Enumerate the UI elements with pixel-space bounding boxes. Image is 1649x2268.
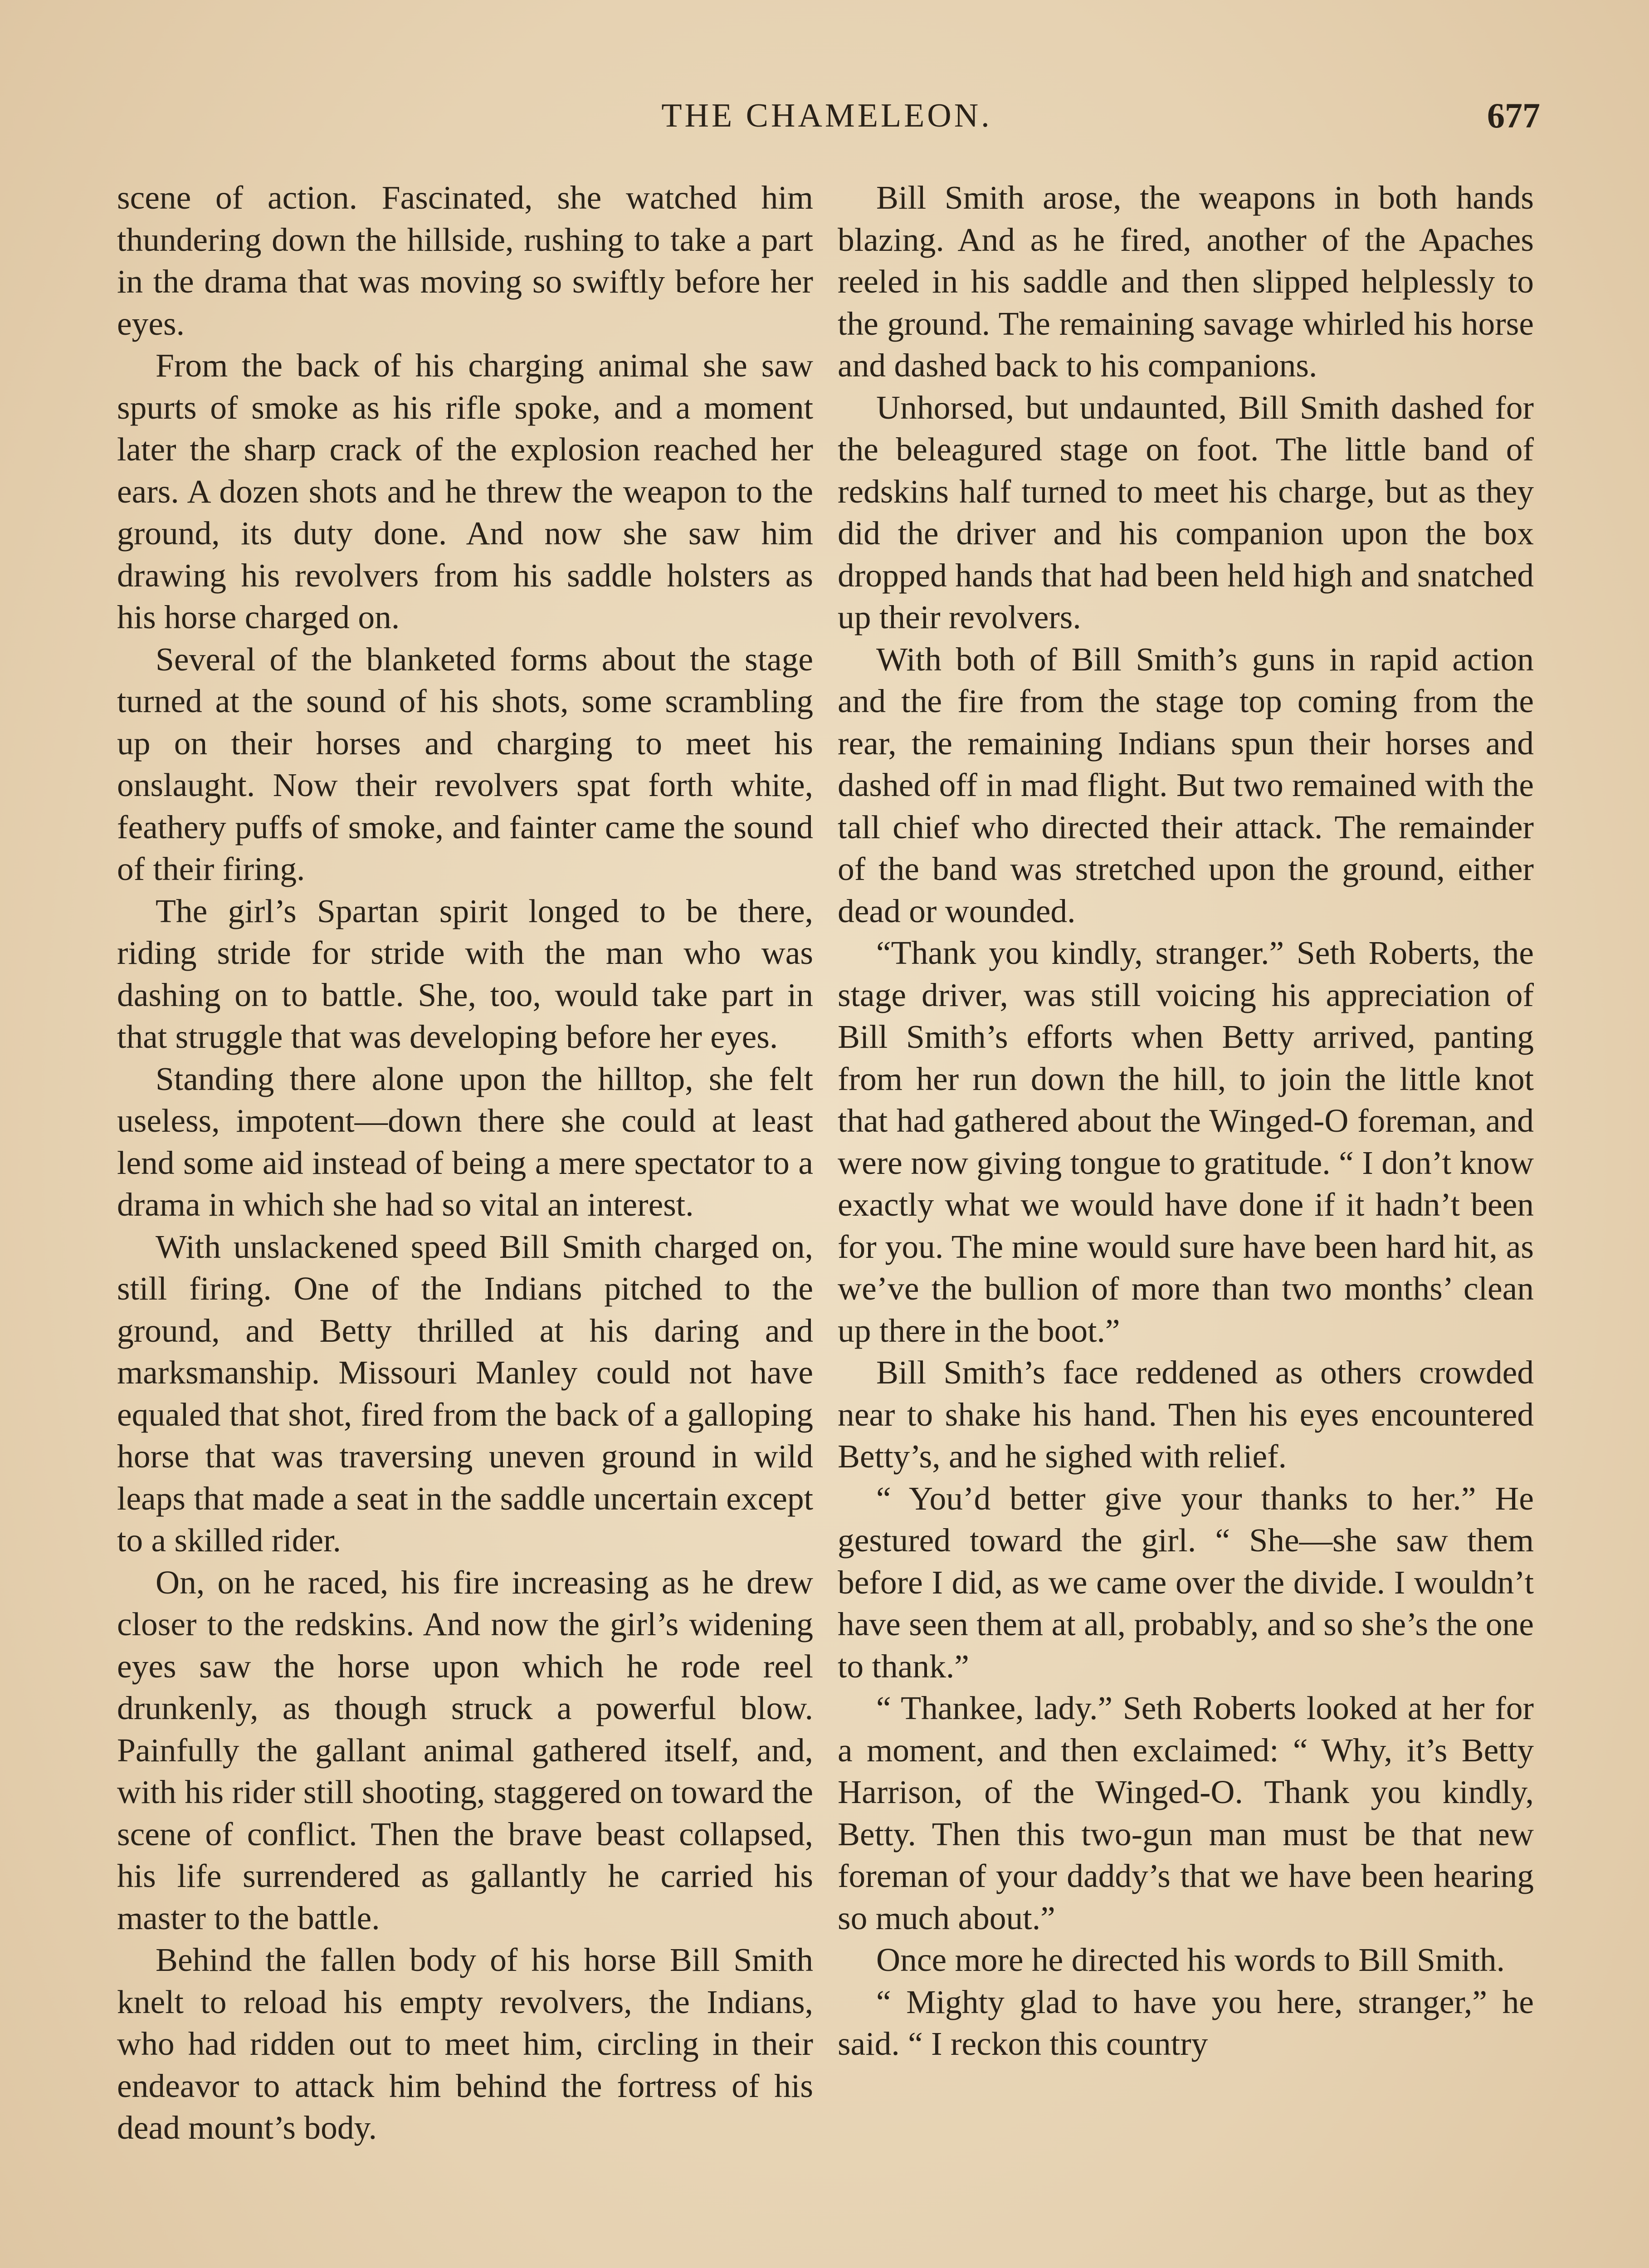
paragraph: “ Thankee, lady.” Seth Roberts looked at her for a moment, and then exclaimed: “ Why, it’s Betty Harrison, of the Winged-O. Thank you kindly, Betty. Then this two-gun man must be that new foreman of your daddy’s that we have been hearing so much about.” xyxy=(838,1690,1534,1936)
paragraph: Once more he directed his words to Bill Smith. xyxy=(876,1941,1505,1978)
paragraph: Several of the blanketed forms about the stage turned at the sound of his shots, some scrambling up on their horses and charging to meet his onslaught. Now their revolvers spat forth white, feathery puffs of smoke, and fainter came the sound of their firing. xyxy=(117,640,813,887)
paragraph: Unhorsed, but undaunted, Bill Smith dashed for the beleagured stage on foot. The little band of redskins half turned to meet his charge, but as they did the driver and his companion upon the box dropped hands that had been held high and snatched up their revolvers. xyxy=(838,389,1534,635)
page-header xyxy=(113,91,1540,141)
paragraph: “ You’d better give your thanks to her.” He gestured toward the girl. “ She—she saw them before I did, as we came over the divide. I wouldn’t have seen them at all, probably, and so she’s the one to thank.” xyxy=(838,1480,1534,1685)
running-title: THE CHAMELEON. xyxy=(661,97,992,134)
paragraph: Behind the fallen body of his horse Bill Smith knelt to reload his empty revolvers, the Indians, who had ridden out to meet him, circling in their endeavor to attack him behind the fortress of his dead mount’s body. xyxy=(117,1941,813,2146)
paragraph: Bill Smith arose, the weapons in both hands blazing. And as he fired, another of the Apaches reeled in his saddle and then slipped helplessly to the ground. The remaining savage whirled his horse and dashed back to his companions. xyxy=(838,179,1534,384)
paragraph: scene of action. Fascinated, she watched him thundering down the hillside, rushing to take a part in the drama that was moving so swiftly before her eyes. xyxy=(117,179,813,342)
paragraph: Bill Smith’s face reddened as others crowded near to shake his hand. Then his eyes encountered Betty’s, and he sighed with relief. xyxy=(838,1354,1534,1475)
left-column xyxy=(117,177,813,2149)
paragraph: From the back of his charging animal she saw spurts of smoke as his rifle spoke, and a moment later the sharp crack of the explosion reached her ears. A dozen shots and he threw the weapon to the ground, its duty done. And now she saw him drawing his revolvers from his saddle holsters as his horse charged on. xyxy=(117,347,813,635)
page-number: 677 xyxy=(1487,96,1540,135)
paragraph: On, on he raced, his fire increasing as he drew closer to the redskins. And now the girl’s widening eyes saw the horse upon which he rode reel drunkenly, as though struck a powerful blow. Painfully the gallant animal gathered itself, and, with his rider still shooting, staggered on toward the scene of conflict. Then the brave beast collapsed, his life surrendered as gallantly he carried his master to the battle. xyxy=(117,1564,813,1936)
paragraph: The girl’s Spartan spirit longed to be there, riding stride for stride with the man who was dashing on to battle. She, too, would take part in that struggle that was developing before her eyes. xyxy=(117,892,813,1055)
paragraph: Standing there alone upon the hilltop, she felt useless, impotent—down there she could at least lend some aid instead of being a mere spectator to a drama in which she had so vital an interest. xyxy=(117,1060,813,1223)
paragraph: “ Mighty glad to have you here, stranger,” he said. “ I reckon this country xyxy=(838,1983,1534,2062)
paragraph: With unslackened speed Bill Smith charged on, still firing. One of the Indians pitched to the ground, and Betty thrilled at his daring and marksmanship. Missouri Manley could not have equaled that shot, fired from the back of a galloping horse that was traversing uneven ground in wild leaps that made a seat in the saddle uncertain except to a skilled rider. xyxy=(117,1228,813,1559)
paragraph: “Thank you kindly, stranger.” Seth Roberts, the stage driver, was still voicing his appreciation of Bill Smith’s efforts when Betty arrived, panting from her run down the hill, to join the little knot that had gathered about the Winged-O foreman, and were now giving tongue to gratitude. “ I don’t know exactly what we would have done if it hadn’t been for you. The mine would sure have been hard hit, as we’ve the bullion of more than two months’ clean up there in the boot.” xyxy=(838,934,1534,1349)
right-column xyxy=(838,177,1534,2065)
paragraph: With both of Bill Smith’s guns in rapid action and the fire from the stage top coming from the rear, the remaining Indians spun their horses and dashed off in mad flight. But two remained with the tall chief who directed their attack. The remainder of the band was stretched upon the ground, either dead or wounded. xyxy=(838,640,1534,929)
